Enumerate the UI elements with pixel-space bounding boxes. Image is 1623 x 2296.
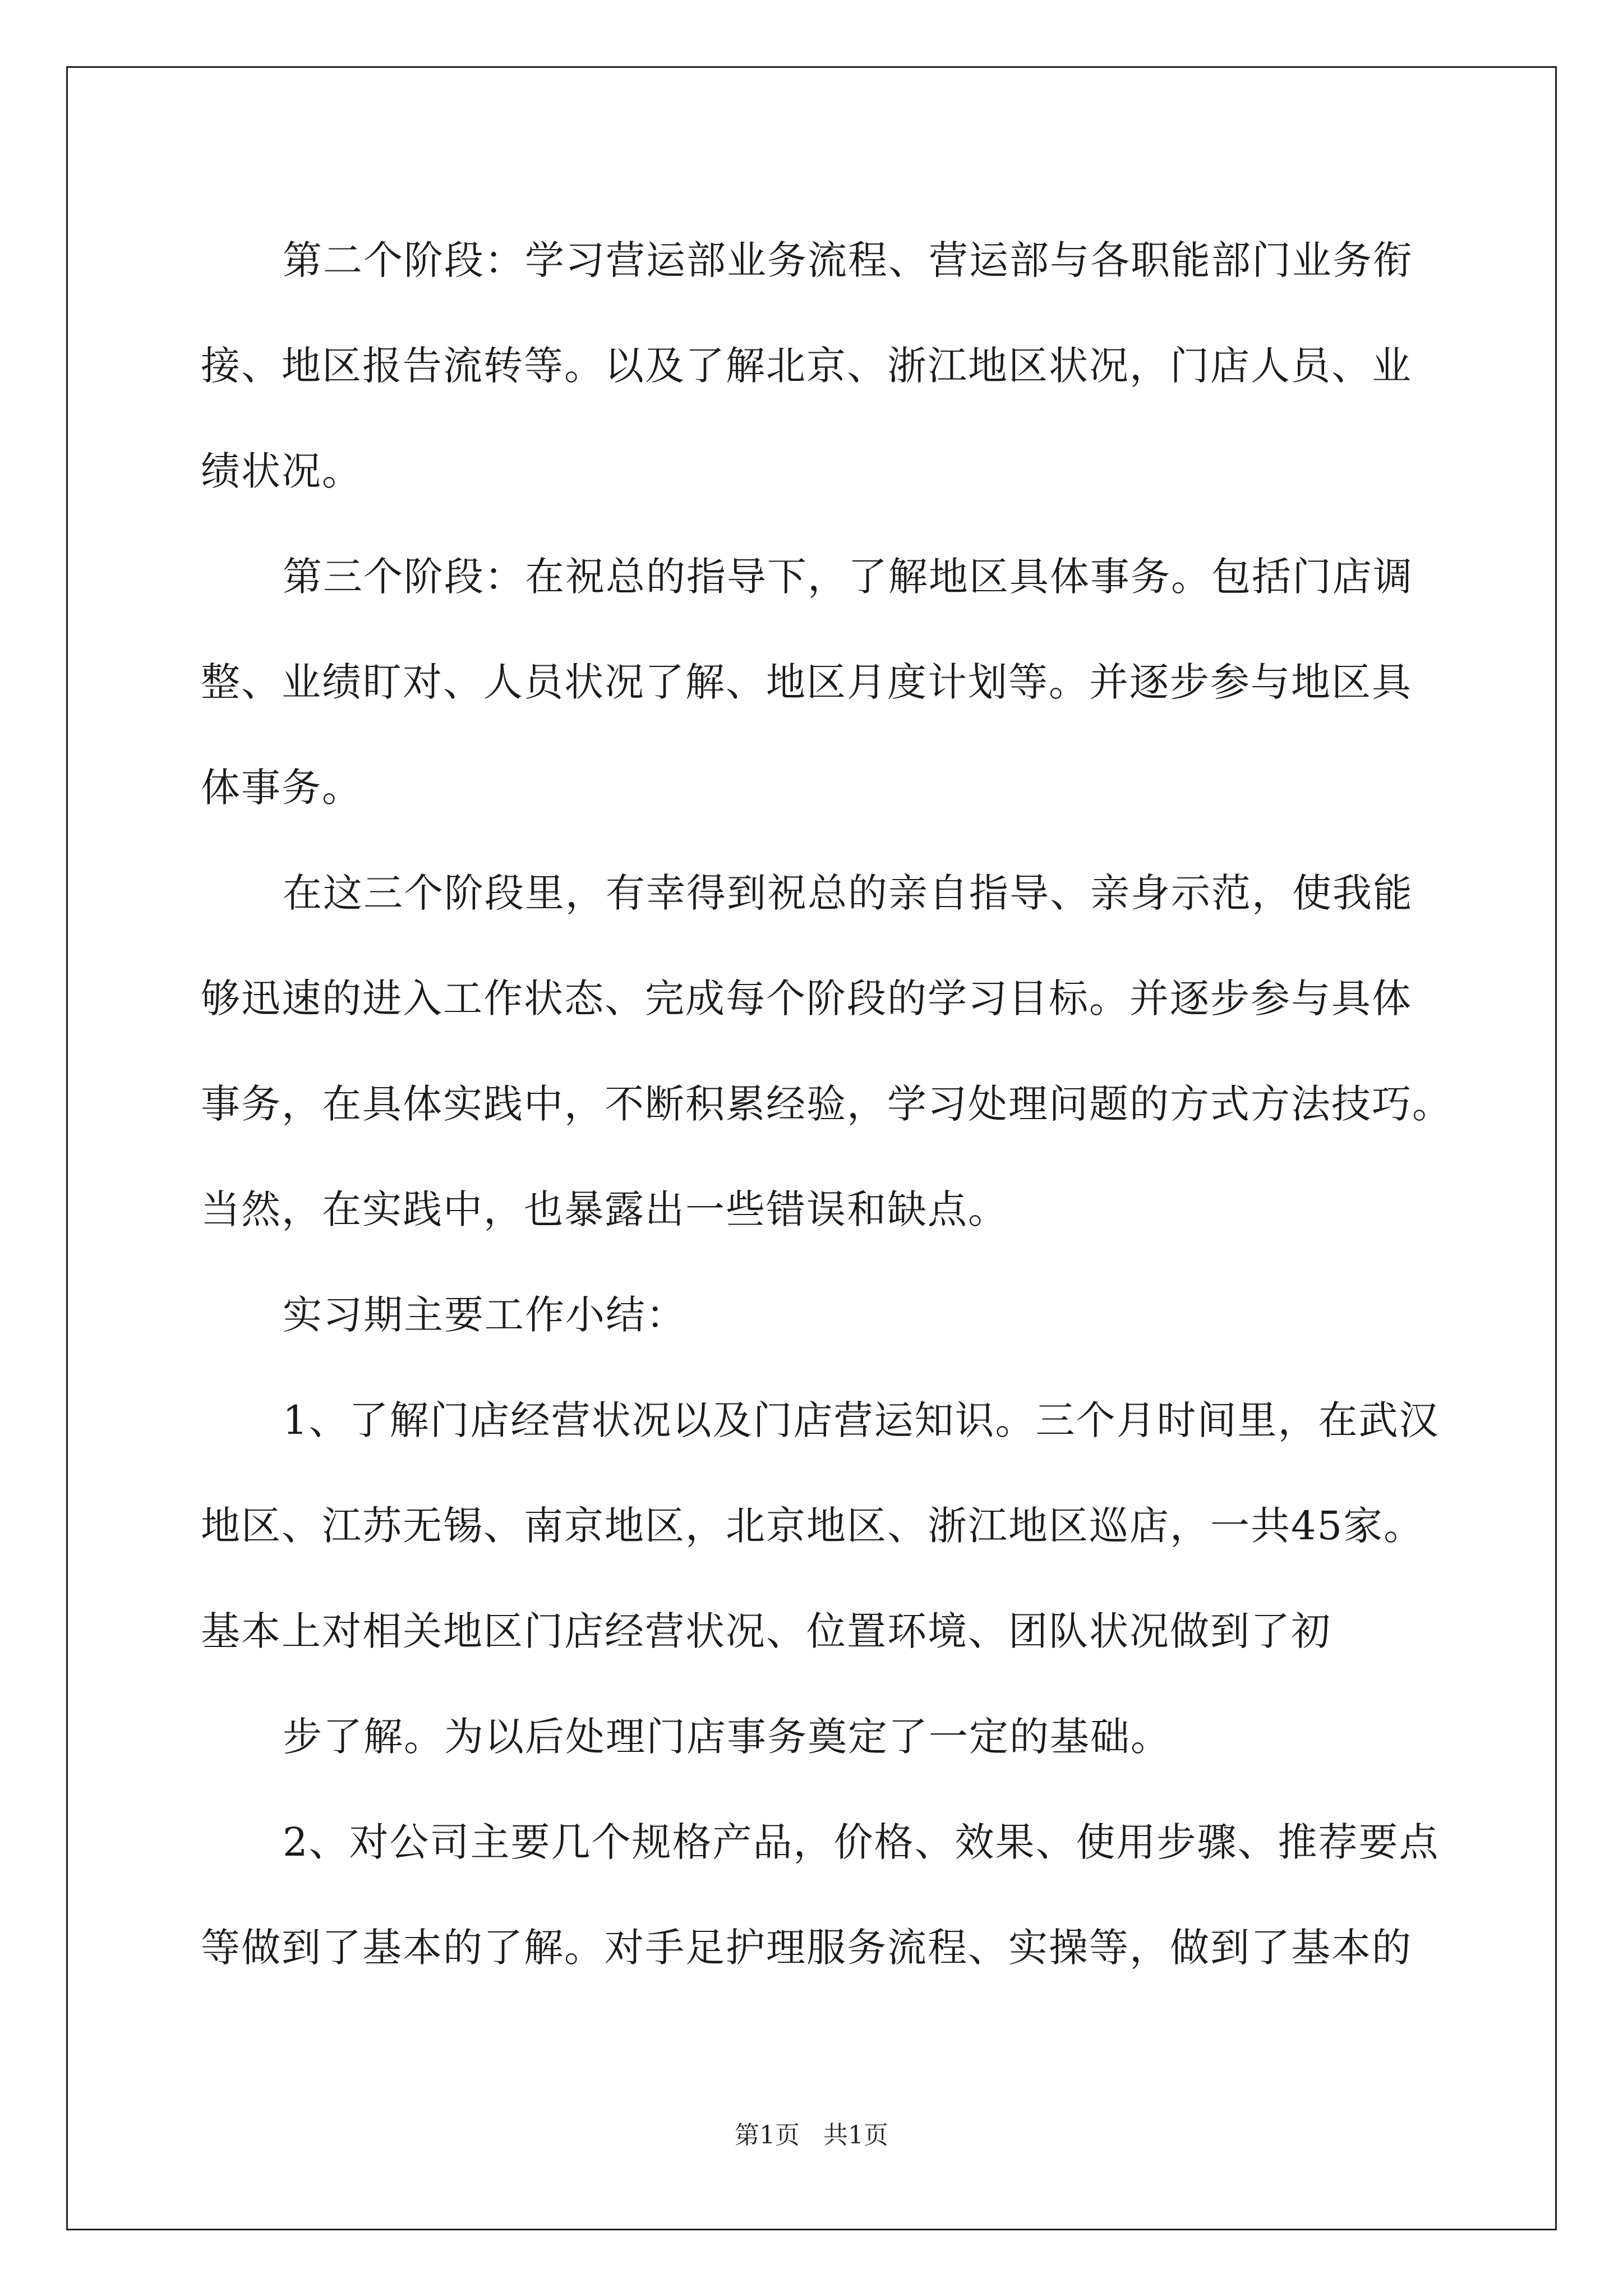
text-line: 第三个阶段：在祝总的指导下，了解地区具体事务。包括门店调 [283, 554, 1413, 600]
page-number: 第1页 [735, 2121, 800, 2150]
page-total: 共1页 [823, 2121, 888, 2150]
text-line: 实习期主要工作小结： [283, 1292, 686, 1338]
text-line: 当然，在实践中，也暴露出一些错误和缺点。 [201, 1186, 1008, 1232]
text-line: 在这三个阶段里，有幸得到祝总的亲自指导、亲身示范，使我能 [283, 870, 1413, 916]
text-line: 够迅速的进入工作状态、完成每个阶段的学习目标。并逐步参与具体 [201, 976, 1412, 1022]
text-line: 绩状况。 [201, 448, 362, 494]
page-footer [0, 2115, 1623, 2151]
text-line: 体事务。 [201, 765, 362, 811]
body-text [201, 208, 1453, 2000]
text-line: 2、对公司主要几个规格产品，价格、效果、使用步骤、推荐要点 [283, 1819, 1440, 1865]
text-line: 第二个阶段：学习营运部业务流程、营运部与各职能部门业务衔 [283, 237, 1413, 283]
text-line: 整、业绩盯对、人员状况了解、地区月度计划等。并逐步参与地区具 [201, 659, 1412, 705]
text-line: 等做到了基本的了解。对手足护理服务流程、实操等，做到了基本的 [201, 1925, 1412, 1971]
document-body [201, 208, 1453, 2000]
text-line: 接、地区报告流转等。以及了解北京、浙江地区状况，门店人员、业 [201, 343, 1412, 389]
text-line: 事务，在具体实践中，不断积累经验，学习处理问题的方式方法技巧。 [201, 1081, 1453, 1127]
text-line: 基本上对相关地区门店经营状况、位置环境、团队状况做到了初 [201, 1608, 1331, 1654]
text-line: 1、了解门店经营状况以及门店营运知识。三个月时间里，在武汉 [283, 1397, 1440, 1443]
text-line: 步了解。为以后处理门店事务奠定了一定的基础。 [283, 1714, 1171, 1760]
text-line: 地区、江苏无锡、南京地区，北京地区、浙江地区巡店，一共45家。 [201, 1503, 1424, 1549]
